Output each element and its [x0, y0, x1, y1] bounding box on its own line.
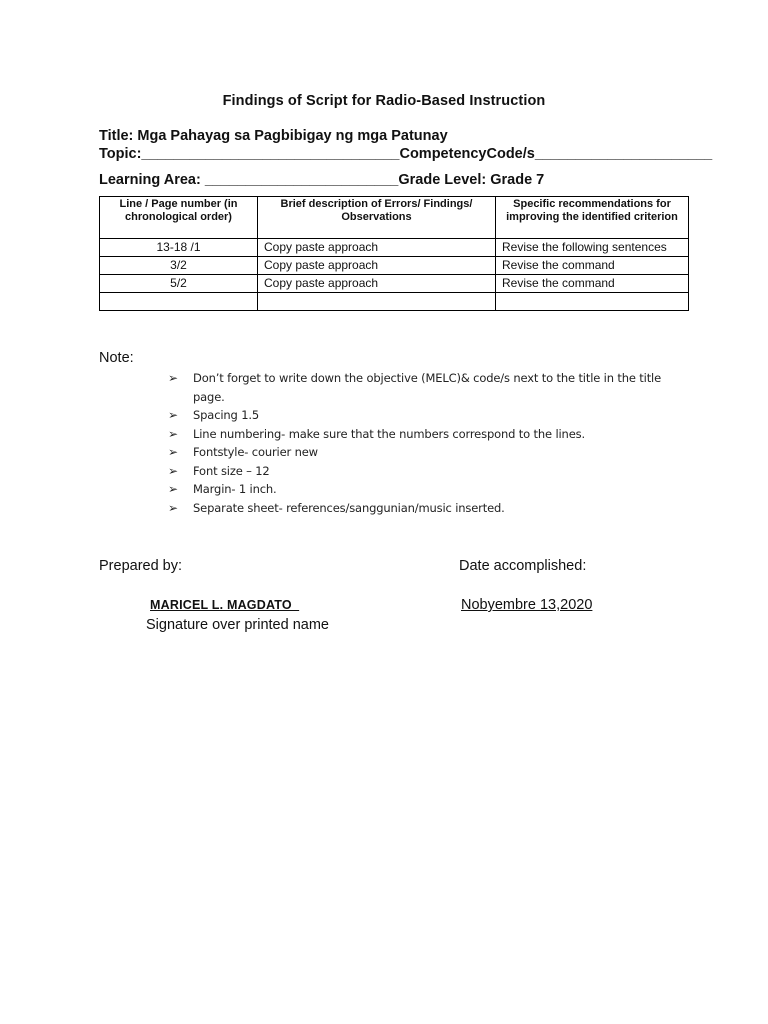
date-accomplished-label: Date accomplished:	[459, 558, 587, 574]
learning-area-line: Learning Area: ________________________Grade Level: Grade 7	[99, 172, 545, 188]
findings-table	[99, 196, 689, 311]
table-cell: 5/2	[100, 275, 258, 293]
table-row	[100, 275, 689, 293]
table-cell: Revise the command	[496, 257, 689, 275]
note-text: Don’t forget to write down the objective (MELC)& code/s next to the title in the title page.	[193, 371, 662, 404]
note-text: Line numbering- make sure that the numbers correspond to the lines.	[193, 426, 585, 441]
header-line-page: Line / Page number (in chronological order)	[100, 197, 258, 239]
arrow-bullet-icon: ➢	[168, 463, 179, 478]
table-row	[100, 239, 689, 257]
note-label: Note:	[99, 350, 134, 366]
date-accomplished-value: Nobyembre 13,2020	[461, 597, 593, 613]
signature-caption: Signature over printed name	[146, 617, 329, 633]
list-item	[168, 462, 688, 481]
preparer-name: MARICEL L. MAGDATO	[150, 598, 300, 612]
note-text: Separate sheet- references/sanggunian/music inserted.	[193, 500, 505, 515]
document-title: Findings of Script for Radio-Based Instruction	[222, 93, 546, 109]
note-text: Fontstyle- courier new	[193, 445, 318, 459]
list-item	[168, 369, 688, 406]
prepared-by-label: Prepared by:	[99, 558, 183, 574]
arrow-bullet-icon: ➢	[168, 426, 179, 441]
list-item	[168, 406, 688, 425]
table-cell	[258, 293, 496, 311]
table-row	[100, 257, 689, 275]
table-cell: 13-18 /1	[100, 239, 258, 257]
arrow-bullet-icon: ➢	[168, 482, 179, 496]
table-header-row	[100, 197, 689, 239]
arrow-bullet-icon: ➢	[168, 408, 179, 422]
list-item	[168, 499, 688, 518]
notes-list	[168, 369, 688, 517]
arrow-bullet-icon: ➢	[168, 445, 179, 459]
list-item	[168, 425, 688, 444]
table-cell: 3/2	[100, 257, 258, 275]
table-cell: Copy paste approach	[258, 257, 496, 275]
arrow-bullet-icon: ➢	[168, 500, 179, 515]
arrow-bullet-icon: ➢	[168, 371, 179, 385]
list-item	[168, 480, 688, 499]
table-cell: Copy paste approach	[258, 275, 496, 293]
header-description: Brief description of Errors/ Findings/ Observations	[258, 197, 496, 239]
table-row	[100, 293, 689, 311]
table-cell: Revise the command	[496, 275, 689, 293]
table-cell	[100, 293, 258, 311]
title-line: Title: Mga Pahayag sa Pagbibigay ng mga Patunay	[99, 128, 448, 144]
note-text: Font size – 12	[193, 463, 270, 478]
table-cell: Copy paste approach	[258, 239, 496, 257]
table-cell: Revise the following sentences	[496, 239, 689, 257]
header-recommendations: Specific recommendations for improving the identified criterion	[496, 197, 689, 239]
note-text: Margin- 1 inch.	[193, 482, 277, 496]
topic-line: Topic:________________________________CompetencyCode/s______________________	[99, 146, 713, 162]
table-cell	[496, 293, 689, 311]
list-item	[168, 443, 688, 462]
note-text: Spacing 1.5	[193, 408, 260, 422]
